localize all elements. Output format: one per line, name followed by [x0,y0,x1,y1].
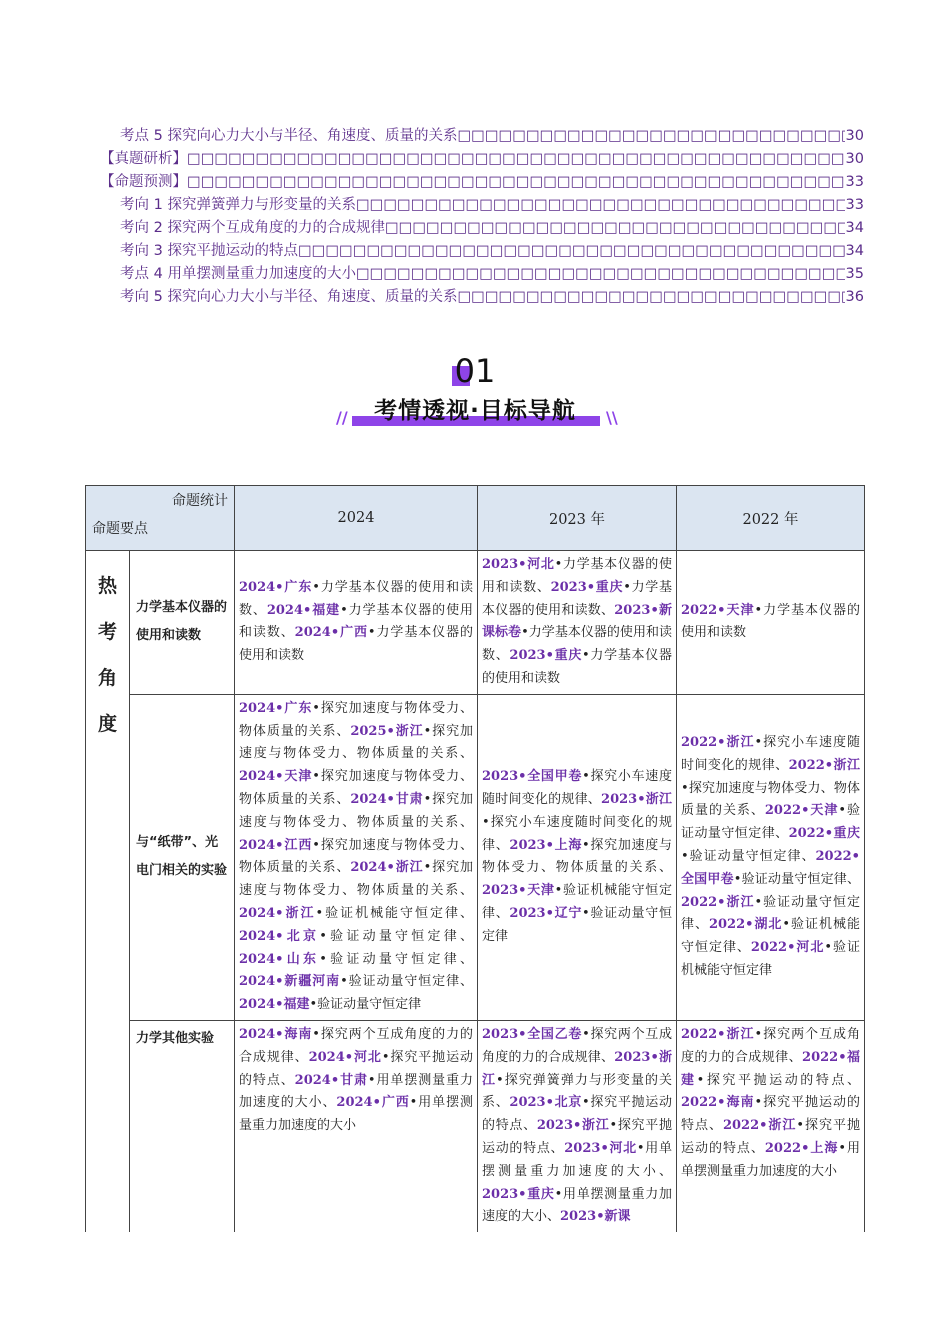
exam-topic-text: •探究平抛运动的特点、 [482,1118,672,1156]
toc-leader [385,220,845,236]
exam-source-tag: 2022•浙江 [722,1118,797,1134]
exam-topic-text: •验证动量守恒定律、 [681,894,861,933]
table-of-contents [100,124,864,308]
exam-topic-text: •探究两个互成角度的力的合成规律、 [239,1026,473,1065]
exam-topic-text: •力学基本仪器的使用和读数、 [239,579,473,618]
exam-topic-text: •验证动量守恒定律、 [319,951,473,967]
exam-topic-text: •探究平抛运动的特点、 [696,1072,860,1088]
exam-source-tag: 2022•上海 [764,1140,839,1156]
exam-source-tag: 2024•天津 [239,769,313,785]
exam-source-tag: 2022•浙江 [681,734,755,750]
exam-source-tag: 2022•湖北 [708,917,783,933]
exam-topic-text: •力学基本仪器的使用和读数、 [482,557,673,595]
year-header: 2023 年 [478,486,677,551]
exam-topic-text: •探究两个互成角度的力的合成规律、 [482,1026,673,1065]
toc-entry-label: 考点 4 用单摆测量重力加速度的大小 [120,266,356,282]
toc-entry-page: 34 [845,243,864,259]
toc-entry-page: 35 [845,266,864,282]
toc-entry-label: 【命题预测】 [100,174,187,190]
exam-topic-text: •用单摆测量重力加速度的大小 [239,1095,474,1134]
toc-leader [457,128,844,144]
exam-topic-text: •力学基本仪器的使用和读数 [239,625,473,664]
exam-source-tag: 2022•浙江 [681,894,755,910]
exam-topic-text: •探究小车速度随时间变化的规律、 [482,814,672,853]
toc-entry-page: 30 [845,128,864,144]
exam-topic-text: •探究加速度与物体受力、物体质量的关系、 [239,860,473,899]
exam-source-tag: 2023•天津 [482,883,555,899]
exam-source-tag: 2024•广西 [336,1095,410,1111]
exam-source-tag: 2022•福建 [681,1049,860,1088]
table-row [86,694,865,1020]
corner-bottom-label: 命题要点 [92,521,148,537]
exam-source-tag: 2023•北京 [509,1095,583,1111]
exam-source-tag: 2024•甘肃 [294,1072,368,1088]
exam-topic-text: •验证机械能守恒定律、 [681,917,860,956]
exam-source-tag: 2024•江西 [239,837,313,853]
exam-topic-text: •力学基本仪器的使用和读数、 [482,579,672,618]
exam-source-tag: 2023•河北 [564,1140,637,1156]
toc-leader [356,266,845,282]
exam-topic-text: •验证机械能守恒定律、 [315,905,473,921]
exam-source-tag: 2022•重庆 [788,826,860,842]
topic-cell: 与“纸带”、光电门相关的实验 [130,694,235,1020]
section-number: 01 [454,352,496,390]
exam-source-tag: 2022•河北 [750,940,825,956]
section-heading [330,352,620,432]
exam-topic-text: •验证动量守恒定律、 [733,871,860,887]
toc-entry-page: 33 [845,197,864,213]
exam-source-tag: 2023•上海 [509,837,583,853]
exam-source-tag: 2024•浙江 [239,905,316,921]
rich-cell [235,1020,478,1232]
topic-cell: 力学其他实验 [130,1020,235,1232]
exam-source-tag: 2024•新疆河南 [239,974,341,990]
exam-source-tag: 2024•海南 [239,1026,313,1042]
exam-source-tag: 2023•重庆 [550,579,624,595]
exam-topic-text: •探究平抛运动的特点、 [681,1118,860,1156]
decor-slash-right: \\ [606,408,618,427]
toc-entry-label: 考向 3 探究平抛运动的特点 [120,243,298,259]
exam-topic-text: •探究加速度与物体受力、物体质量的关系、 [239,723,473,762]
exam-source-tag: 2023•河北 [482,557,555,572]
toc-entry-label: 考向 5 探究向心力大小与半径、角速度、质量的关系 [120,289,458,305]
exam-source-tag: 2023•浙江 [536,1118,610,1134]
exam-source-tag: 2022•天津 [681,602,755,618]
exam-source-tag: 2023•浙江 [482,1049,672,1088]
exam-topic-text: •探究两个互成角度的力的合成规律、 [681,1026,861,1065]
toc-entry-label: 考点 5 探究向心力大小与半径、角速度、质量的关系 [120,128,458,144]
toc-entry[interactable] [100,124,864,147]
exam-source-tag: 2023•全国乙卷 [482,1026,583,1042]
exam-topic-text: •探究平抛运动的特点、 [239,1049,473,1088]
toc-entry[interactable] [100,239,864,262]
topic-cell: 力学基本仪器的使用和读数 [130,551,235,695]
exam-topic-text: •探究弹簧弹力与形变量的关系、 [482,1072,672,1111]
exam-source-tag: 2024•广西 [294,625,368,641]
exam-topic-text: •力学基本仪器的使用和读数、 [482,625,672,664]
exam-topic-text: •探究加速度与物体受力、物体质量的关系、 [239,837,473,876]
exam-topic-text: •探究小车速度随时间变化的规律、 [681,734,861,773]
toc-entry[interactable] [100,285,864,308]
toc-entry-label: 【真题研析】 [100,151,187,167]
exam-statistics-table [85,485,865,1232]
toc-leader [356,197,845,213]
exam-source-tag: 2024•山东 [239,951,320,967]
exam-source-tag: 2023•浙江 [601,791,672,807]
exam-topic-text: •验证机械能守恒定律 [681,940,860,978]
exam-topic-text: •验证动量守恒定律 [482,905,672,944]
exam-source-tag: 2025•浙江 [350,723,424,739]
exam-topic-text: •验证动量守恒定律 [309,997,422,1013]
rich-cell [478,1020,677,1232]
exam-topic-text: •用单摆测量重力加速度的大小 [681,1140,860,1179]
toc-entry-page: 33 [845,174,864,190]
exam-topic-text: •探究平抛运动的特点、 [482,1095,672,1134]
toc-entry[interactable] [100,216,864,239]
exam-source-tag: 2022•浙江 [681,1026,755,1042]
exam-topic-text: •用单摆测量重力加速度的大小、 [482,1140,672,1179]
exam-source-tag: 2023•全国甲卷 [482,769,583,785]
exam-source-tag: 2024•广东 [239,579,313,595]
toc-leader [457,289,844,305]
exam-source-tag: 2023•辽宁 [509,905,583,921]
rich-cell [677,694,865,1020]
table-row [86,551,865,695]
exam-source-tag: 2024•福建 [239,997,310,1013]
toc-entry-page: 36 [845,289,864,305]
toc-entry[interactable] [100,147,864,170]
exam-source-tag: 2024•浙江 [350,860,424,876]
exam-source-tag: 2023•新课标卷 [482,602,672,641]
toc-entry-label: 考向 1 探究弹簧弹力与形变量的关系 [120,197,356,213]
toc-leader [187,151,845,167]
toc-entry-label: 考向 2 探究两个互成角度的力的合成规律 [120,220,385,236]
exam-topic-text: •验证动量守恒定律、 [681,803,860,842]
toc-leader [298,243,845,259]
toc-entry-page: 30 [845,151,864,167]
decor-slash-left: // [336,408,348,427]
rich-cell [478,694,677,1020]
exam-topic-text: •探究加速度与物体受力、物体质量的关系、 [239,700,473,739]
section-title: 考情透视·目标导航 [374,398,576,424]
toc-entry[interactable] [100,193,864,216]
exam-source-tag: 2023•重庆 [509,648,583,664]
exam-topic-text: •探究加速度与物体受力、物体质量的关系、 [239,791,473,830]
exam-source-tag: 2024•河北 [308,1049,382,1065]
exam-source-tag: 2022•海南 [681,1095,755,1111]
exam-topic-text: •验证动量守恒定律、 [340,974,473,990]
exam-source-tag: 2024•北京 [239,928,320,944]
exam-source-tag: 2023•重庆 [482,1186,555,1202]
exam-topic-text: •用单摆测量重力加速度的大小、 [482,1186,673,1225]
exam-source-tag: 2024•广东 [239,700,313,716]
exam-source-tag: 2022•浙江 [788,757,860,773]
toc-entry-page: 34 [845,220,864,236]
table-row [86,1020,865,1232]
exam-topic-text: •探究加速度与物体受力、物体质量的关系、 [239,769,473,807]
exam-topic-text: •探究加速度与物体受力、物体质量的关系、 [482,837,672,876]
rich-cell [235,694,478,1020]
exam-source-tag: 2022•全国甲卷 [681,848,860,887]
exam-source-tag: 2024•甘肃 [350,791,424,807]
rich-cell [235,551,478,695]
exam-topic-text: •探究加速度与物体受力、物体质量的关系、 [681,780,860,819]
toc-leader [187,174,845,190]
rich-cell [677,1020,865,1232]
year-header: 2022 年 [677,486,865,551]
toc-entry[interactable] [100,170,864,193]
year-header: 2024 [235,486,478,551]
exam-topic-text: •验证机械能守恒定律、 [482,883,673,921]
category-label: 热 考 角 度 [86,551,130,1233]
exam-source-tag: 2022•天津 [764,803,839,819]
toc-entry[interactable] [100,262,864,285]
exam-topic-text: •力学基本仪器的使用和读数 [681,602,861,641]
exam-topic-text: •力学基本仪器的使用和读数 [482,648,672,686]
exam-topic-text: •探究小车速度随时间变化的规律、 [482,769,673,807]
exam-source-tag: 2023•新课 [560,1209,631,1225]
exam-topic-text: •验证动量守恒定律、 [319,928,473,944]
exam-topic-text: •验证动量守恒定律、 [681,848,816,864]
exam-topic-text: •探究平抛运动的特点、 [681,1095,861,1134]
exam-topic-text: •用单摆测量重力加速度的大小、 [239,1072,473,1111]
exam-topic-text: •力学基本仪器的使用和读数、 [239,602,473,641]
rich-cell [478,551,677,695]
corner-header [86,486,235,551]
corner-top-label: 命题统计 [172,493,228,509]
exam-source-tag: 2024•福建 [266,602,341,618]
rich-cell [677,551,865,695]
